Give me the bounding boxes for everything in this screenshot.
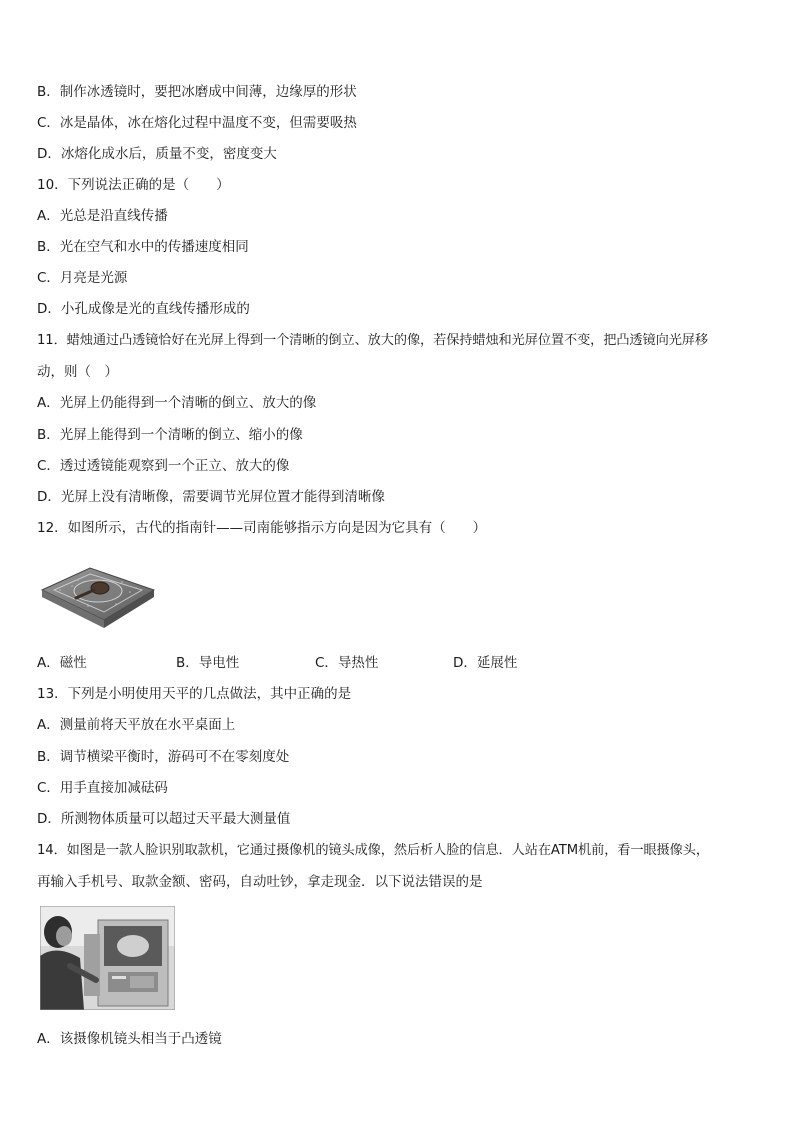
q11-option-c: C．透过透镜能观察到一个正立、放大的像 (37, 458, 290, 474)
sinan-compass-illustration (38, 560, 156, 640)
q11-stem-line2: 动，则（ ） (37, 364, 118, 380)
q11-option-b: B．光屏上能得到一个清晰的倒立、缩小的像 (37, 427, 303, 443)
q9-option-d: D．冰熔化成水后，质量不变，密度变大 (37, 146, 277, 162)
q11-option-d: D．光屏上没有清晰像，需要调节光屏位置才能得到清晰像 (37, 489, 385, 505)
q13-option-d: D．所测物体质量可以超过天平最大测量值 (37, 811, 291, 827)
q10-option-c: C．月亮是光源 (37, 270, 128, 286)
q10-stem: 10．下列说法正确的是（ ） (37, 177, 230, 193)
q13-option-c: C．用手直接加减砝码 (37, 780, 168, 796)
q13-option-a: A．测量前将天平放在水平桌面上 (37, 717, 236, 733)
q14-option-a: A．该摄像机镜头相当于凸透镜 (37, 1031, 222, 1047)
q9-option-c: C．冰是晶体，冰在熔化过程中温度不变，但需要吸热 (37, 115, 357, 131)
q13-stem: 13．下列是小明使用天平的几点做法，其中正确的是 (37, 686, 352, 702)
q9-option-b: B．制作冰透镜时，要把冰磨成中间薄，边缘厚的形状 (37, 84, 357, 100)
sinan-compass-image (38, 560, 156, 640)
q12-option-d: D．延展性 (453, 655, 518, 671)
q14-stem-line1: 14．如图是一款人脸识别取款机，它通过摄像机的镜头成像，然后析人脸的信息．人站在ATM机前，看一眼摄像头， (37, 843, 709, 858)
q11-option-a: A．光屏上仍能得到一个清晰的倒立、放大的像 (37, 395, 317, 411)
q12-option-a: A．磁性 (37, 655, 87, 671)
q11-stem-line1: 11．蜡烛通过凸透镜恰好在光屏上得到一个清晰的倒立、放大的像，若保持蜡烛和光屏位置不变，把凸透镜向光屏移 (37, 333, 708, 348)
q12-option-b: B．导电性 (176, 655, 240, 671)
q10-option-d: D．小孔成像是光的直线传播形成的 (37, 301, 250, 317)
atm-photo-illustration (40, 906, 175, 1010)
q14-stem-line2: 再输入手机号、取款金额、密码，自动吐钞，拿走现金．以下说法错误的是 (37, 874, 483, 890)
q10-option-b: B．光在空气和水中的传播速度相同 (37, 239, 249, 255)
q13-option-b: B．调节横梁平衡时，游码可不在零刻度处 (37, 749, 290, 765)
q12-option-c: C．导热性 (315, 655, 379, 671)
q12-stem: 12．如图所示，古代的指南针——司南能够指示方向是因为它具有（ ） (37, 520, 487, 536)
face-recognition-atm-image (40, 906, 175, 1010)
q10-option-a: A．光总是沿直线传播 (37, 208, 168, 224)
